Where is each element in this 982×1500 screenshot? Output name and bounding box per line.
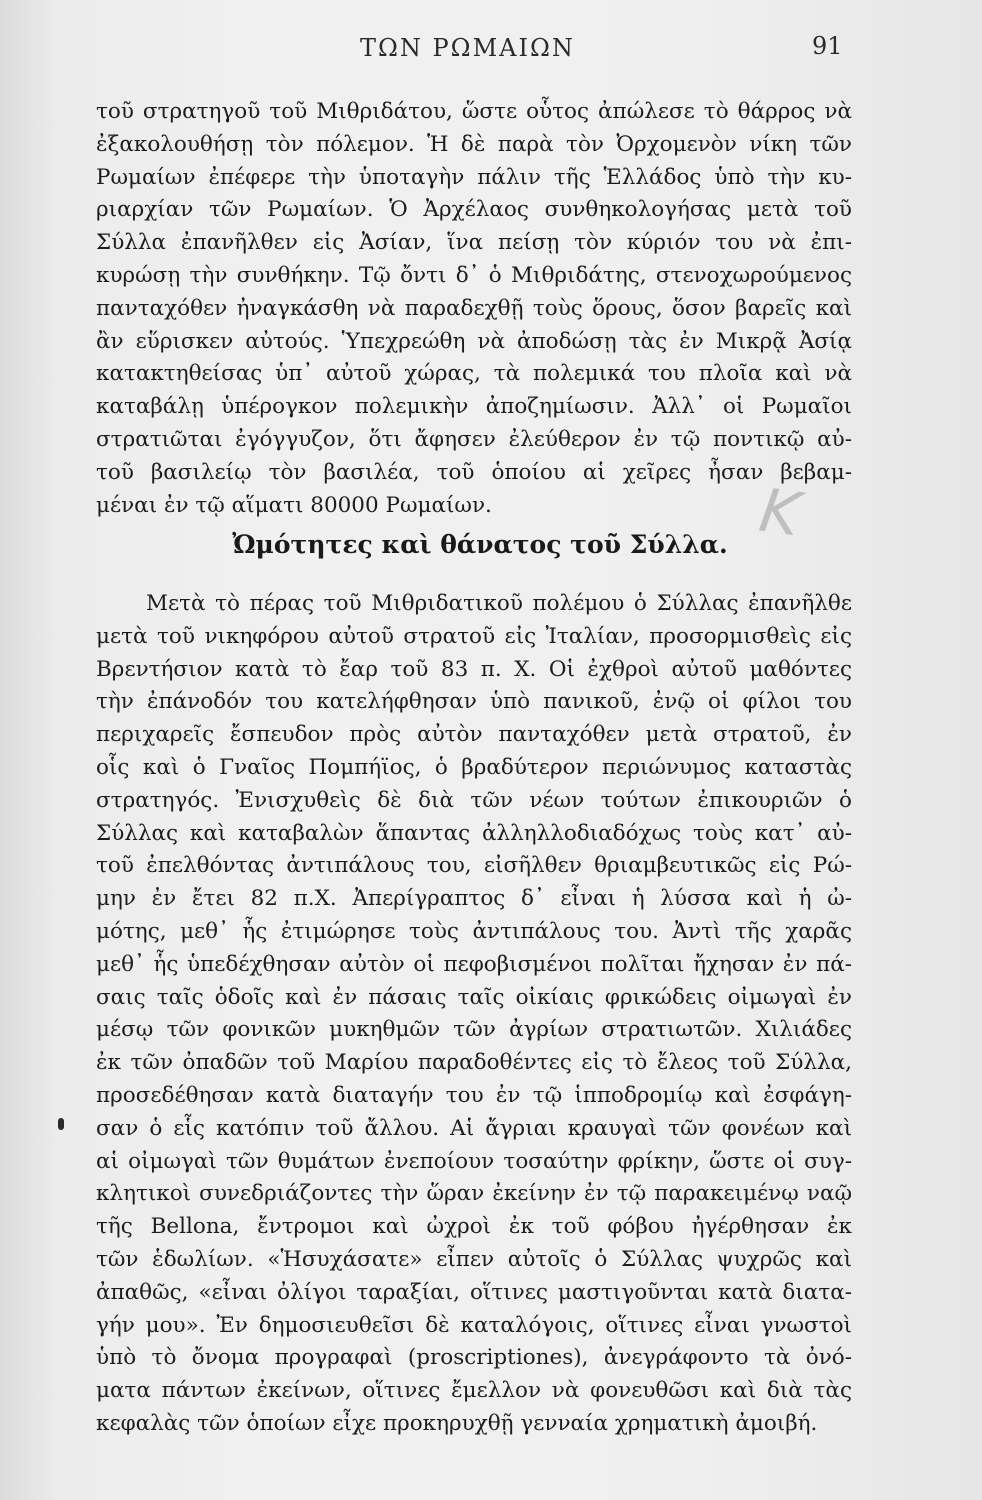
pencil-margin-mark: K — [755, 475, 805, 551]
text-line: ματα πάντων ἐκείνων, οἵτινες ἔμελλον νὰ φονευθῶσι καὶ διὰ τὰς — [96, 1378, 852, 1404]
text-line: στρατηγός. Ἐνισχυθεὶς δὲ διὰ τῶν νέων τούτων ἐπικουριῶν ὁ — [96, 787, 852, 813]
text-line: τοῦ στρατηγοῦ τοῦ Μιθριδάτου, ὥστε οὗτος ἀπώλεσε τὸ θάρρος νὰ — [96, 99, 852, 124]
text-line: Βρεντήσιον κατὰ τὸ ἔαρ τοῦ 83 π. Χ. Οἱ ἐχθροὶ αὐτοῦ μαθόντες — [96, 656, 852, 682]
text-line: τὴν ἐπάνοδόν του κατελήφθησαν ὑπὸ πανικοῦ, ἐνῷ οἱ φίλοι του — [96, 689, 852, 715]
text-line: ἐκ τῶν ὀπαδῶν τοῦ Μαρίου παραδοθέντες εἰς τὸ ἔλεος τοῦ Σύλλα, — [96, 1050, 852, 1076]
text-line: Ρωμαίων ἐπέφερε τὴν ὑποταγὴν πάλιν τῆς Ἑλλάδος ὑπὸ τὴν κυ- — [96, 164, 852, 190]
ink-speck — [58, 1118, 64, 1130]
text-line: περιχαρεῖς ἔσπευδον πρὸς αὐτὸν πανταχόθεν μετὰ στρατοῦ, ἐν — [96, 722, 852, 748]
text-line: μότης, μεθ᾽ ἧς ἐτιμώρησε τοὺς ἀντιπάλους του. Ἀντὶ τῆς χαρᾶς — [96, 918, 852, 944]
text-line: τοῦ βασιλείῳ τὸν βασιλέα, τοῦ ὁποίου αἱ χεῖρες ἦσαν βεβαμ- — [96, 459, 852, 485]
text-line: κλητικοὶ συνεδριάζοντες τὴν ὥραν ἐκείνην ἐν τῷ παρακειμένῳ ναῷ — [96, 1181, 852, 1207]
text-line: Σύλλα ἐπανῆλθεν εἰς Ἀσίαν, ἵνα πείσῃ τὸν κύριόν του νὰ ἐπι- — [96, 230, 852, 256]
page-number: 91 — [812, 32, 843, 60]
text-line: Σύλλας καὶ καταβαλὼν ἅπαντας ἀλληλλοδιαδόχως τοὺς κατ᾽ αὐ- — [96, 820, 852, 846]
text-line: σαν ὁ εἷς κατόπιν τοῦ ἄλλου. Αἱ ἄγριαι κραυγαὶ τῶν φονέων καὶ — [96, 1115, 852, 1141]
text-line: Μετὰ τὸ πέρας τοῦ Μιθριδατικοῦ πολέμου ὁ Σύλλας ἐπανῆλθε — [146, 591, 852, 616]
text-line: καταβάλῃ ὑπέρογκον πολεμικὴν ἀποζημίωσιν. Ἀλλ᾽ οἱ Ρωμαῖοι — [96, 394, 852, 420]
text-line: γήν μου». Ἐν δημοσιευθεῖσι δὲ καταλόγοις, οἵτινες εἶναι γνωστοὶ — [96, 1312, 852, 1338]
text-line: προσεδέθησαν κατὰ διαταγήν του ἐν τῷ ἱπποδρομίῳ καὶ ἐσφάγη- — [96, 1082, 852, 1108]
running-head — [0, 30, 982, 70]
text-line: σαις ταῖς ὁδοῖς καὶ ἐν πάσαις ταῖς οἰκίαις φρικώδεις οἰμωγαὶ ἐν — [96, 984, 852, 1010]
text-line: ὑπὸ τὸ ὄνομα προγραφαὶ (proscriptiones), ἀνεγράφοντο τὰ ὀνό- — [96, 1345, 852, 1371]
text-line: κεφαλὰς τῶν ὁποίων εἶχε προκηρυχθῇ γενναία χρηματικὴ ἀμοιβή. — [96, 1410, 818, 1436]
text-line: ριαρχίαν τῶν Ρωμαίων. Ὁ Ἀρχέλαος συνθηκολογήσας μετὰ τοῦ — [96, 197, 852, 223]
paragraph-main — [96, 588, 852, 1441]
text-line: αἱ οἰμωγαὶ τῶν θυμάτων ἐνεποίουν τοσαύτην φρίκην, ὥστε οἱ συγ- — [96, 1148, 852, 1174]
section-heading: Ὠμότητες καὶ θάνατος τοῦ Σύλλα. — [232, 530, 728, 559]
text-line: τοῦ ἐπελθόντας ἀντιπάλους του, εἰσῆλθεν θριαμβευτικῶς εἰς Ρώ- — [96, 853, 852, 879]
text-line: ἂν εὕρισκεν αὐτούς. Ὑπεχρεώθη νὰ ἀποδώσῃ τὰς ἐν Μικρᾷ Ἀσίᾳ — [96, 328, 852, 354]
text-line: τῶν ἑδωλίων. «Ἡσυχάσατε» εἶπεν αὐτοῖς ὁ Σύλλας ψυχρῶς καὶ — [96, 1246, 852, 1272]
text-line: πανταχόθεν ἠναγκάσθη νὰ παραδεχθῇ τοὺς ὅρους, ὅσον βαρεῖς καὶ — [96, 295, 852, 321]
text-line: οἷς καὶ ὁ Γναῖος Πομπήϊος, ὁ βραδύτερον περιώνυμος καταστὰς — [96, 754, 852, 780]
running-title: ΤΩΝ ΡΩΜΑΙΩΝ — [360, 34, 575, 62]
text-line: κυρώσῃ τὴν συνθήκην. Τῷ ὄντι δ᾽ ὁ Μιθριδάτης, στενοχωρούμενος — [96, 262, 852, 288]
text-line: μέναι ἐν τῷ αἵματι 80000 Ρωμαίων. — [96, 492, 492, 518]
text-line: μέσῳ τῶν φονικῶν μυκηθμῶν τῶν ἀγρίων στρατιωτῶν. Χιλιάδες — [96, 1017, 852, 1043]
text-line: μεθ᾽ ἧς ὑπεδέχθησαν αὐτὸν οἱ πεφοβισμένοι πολῖται ἤχησαν ἐν πά- — [96, 951, 852, 977]
text-line: μετὰ τοῦ νικηφόρου αὐτοῦ στρατοῦ εἰς Ἰταλίαν, προσορμισθεὶς εἰς — [96, 623, 852, 649]
text-line: τῆς Bellona, ἔντρομοι καὶ ὠχροὶ ἐκ τοῦ φόβου ἠγέρθησαν ἐκ — [96, 1214, 852, 1240]
text-line: ἐξακολουθήσῃ τὸν πόλεμον. Ἡ δὲ παρὰ τὸν Ὀρχομενὸν νίκη τῶν — [96, 131, 852, 157]
text-line: μην ἐν ἔτει 82 π.Χ. Ἀπερίγραπτος δ᾽ εἶναι ἡ λύσσα καὶ ἡ ὠ- — [96, 886, 852, 912]
text-line: στρατιῶται ἐγόγγυζον, ὅτι ἄφησεν ἐλεύθερον ἐν τῷ ποντικῷ αὐ- — [96, 426, 852, 452]
text-line: ἀπαθῶς, «εἶναι ὀλίγοι ταραξίαι, οἵτινες μαστιγοῦνται κατὰ διατα- — [96, 1279, 852, 1305]
text-line: κατακτηθείσας ὑπ᾽ αὐτοῦ χώρας, τὰ πολεμικά του πλοῖα καὶ νὰ — [96, 361, 852, 387]
paragraph-continuation — [96, 96, 852, 522]
